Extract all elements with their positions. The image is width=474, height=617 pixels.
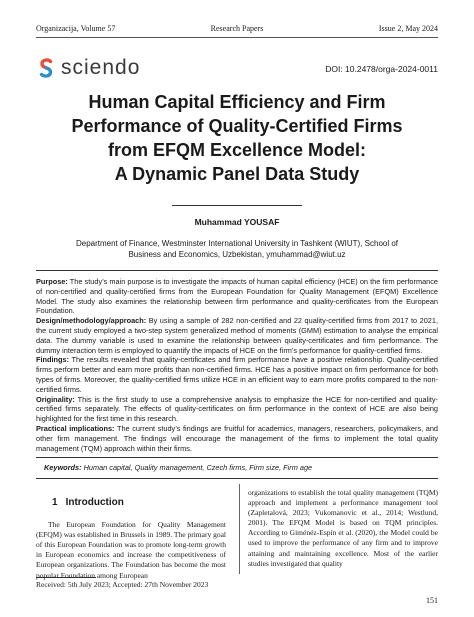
body-paragraph: organizations to establish the total quality management (TQM) approach and implement a performance management tool (Zapletalová, 2023; Vukomanovic et al., 2014; Westlund, 2001). The EFQM Model is based on TQM principles. According to Giménéz-Espín et al. (2020), the Model could be used to improve the performance of any firm and to improve attaining and maintaining excellence. Most of the earlier studies investigated that quality (248, 488, 438, 568)
abstract-design: Design/methodology/approach: By using a sample of 282 non-certified and 22 quality-certified firms from 2017 to 2021, the current study employed a two-step system generalized method of moments (GMM) estimation to analyse the empirical data. The dummy variable is used to examine the relationship between quality-certificates and firm performance. The dummy interaction term is employed to quantify the impacts of HCE on the firm’s performance for quality-certified firms. (36, 316, 438, 355)
abstract-practical: Practical implications: The current study’s findings are fruitful for academics, managers, researchers, policymakers, and other firm management. The findings will encourage the management of the firms to implement the total quality management (TQM) approach within their firms. (36, 423, 439, 453)
issue-label: Issue 2, May 2024 (378, 24, 438, 33)
received-dates: Received: 5th July 2023; Accepted: 27th November 2023 (36, 580, 209, 589)
abstract-label: Design/methodology/approach: (36, 316, 147, 326)
sciendo-logo-icon (38, 58, 54, 78)
title-line: Performance of Quality-Certified Firms (71, 116, 403, 136)
journal-name: Organizacija, Volume 57 (36, 24, 116, 33)
left-column (36, 488, 226, 581)
section-name: Research Papers (210, 24, 264, 33)
doi[interactable]: DOI: 10.2478/orga-2024-0011 (325, 64, 438, 74)
abstract-label: Findings: (36, 355, 70, 365)
running-header (36, 24, 438, 36)
right-column (248, 488, 438, 569)
publisher-logo (38, 56, 140, 80)
title-rule (172, 205, 302, 206)
article-title (30, 90, 444, 186)
abstract-purpose: Purpose: The study’s main purpose is to investigate the impacts of human capital efficiency (HCE) on the firm performance of non-certified and quality-certified firms from the European Foundation for Quality Management (EFQM) Excellence Model. The study also examines the relationship between firm performance and quality-certificates from the European Foundation. (36, 277, 438, 316)
body-rule (36, 478, 438, 479)
header-rule (36, 37, 438, 38)
abstract-label: Purpose: (36, 277, 68, 286)
title-line: from EFQM Excellence Model: (107, 140, 367, 160)
abstract (36, 270, 438, 458)
author-affiliation: Department of Finance, Westminster International University in Tashkent (WIUT), School of Business and Economics, Uzbekistan, ymuhammad@wiut.uz (75, 239, 399, 259)
keywords-text: Human capital, Quality management, Czech firms, Firm size, Firm age (81, 463, 313, 472)
section-title: Introduction (65, 497, 124, 508)
keywords (44, 463, 438, 472)
body-paragraph: The European Foundation for Quality Management (EFQM) was established in Brussels in 1989. The primary goal of this European Foundation was to promote long-term growth in European economics and increase the competitiveness of European organizations. The Foundation has become the most popular Foundation among European (36, 520, 226, 580)
author-name: Muhammad YOUSAF (194, 217, 280, 227)
title-line: A Dynamic Panel Data Study (114, 164, 360, 184)
abstract-label: Practical implications: (36, 423, 115, 433)
keywords-label: Keywords: (44, 463, 82, 472)
column-divider (239, 484, 240, 574)
section-number: 1 (52, 497, 58, 508)
section-heading (52, 498, 226, 508)
abstract-label: Originality: (36, 394, 75, 404)
abstract-findings: Findings: The results revealed that quality-certificates and firm performance have a positive relationship. Quality-certified firms perform better and earn more profits than non-certified firms. HCE has a positive impact on firm performance for both types of firms. Moreover, the quality-certified firms utilize HCE in an efficient way to earn more profits compared to the non-certified firms. (36, 355, 438, 394)
abstract-originality: Originality: This is the first study to use a comprehensive analysis to emphasize the HCE for non-certified and quality-certified firms separately. The effects of quality-certificates on firm performance in the context of HCE are also being highlighted for the first time in this research. (36, 394, 438, 424)
page-number: 151 (426, 596, 438, 605)
footnote-rule (36, 577, 96, 578)
sciendo-logo-text: sciendo (61, 56, 141, 79)
title-line: Human Capital Efficiency and Firm (88, 92, 386, 112)
